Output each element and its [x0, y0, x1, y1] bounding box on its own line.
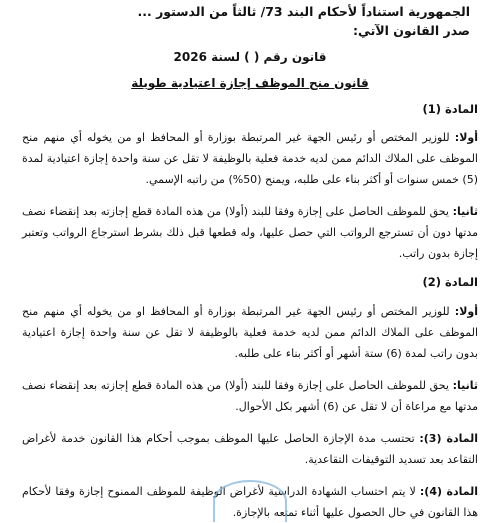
article-2-heading: المادة (2) [422, 275, 478, 290]
article-4-heading: المادة (4): [419, 484, 479, 498]
law-number: قانون رقم ( ) لسنة 2026 [173, 49, 327, 64]
article-3 [22, 428, 478, 470]
article-1-clause-2 [22, 201, 478, 264]
article-2-clause-2 [22, 375, 478, 417]
article-2-clause-1 [22, 301, 478, 364]
clause-text: يحق للموظف الحاصل على إجازة وفقا للبند (أولا) من هذه المادة قطع إجازته بعد إنقضاء نصف مدتها مع مراعاة أن لا تقل عن (6) أشهر بكل الأحوال. [22, 378, 478, 413]
clause-label: أولا: [454, 131, 478, 145]
clause-text: للوزير المختص أو رئيس الجهة غير المرتبطة بوزارة أو المحافظ او من يخوله أي منهم منح الموظف على الملاك الدائم ممن لديه خدمة فعلية بالوظيفة لا تقل عن سنة واحدة إجازة اعتيادية لمدة (5) خمس سنوات أو أكثر بناء على طلبه، ويمنح (50%) من راتبه الإسمي. [22, 131, 478, 187]
clause-text: للوزير المختص أو رئيس الجهة غير المرتبطة بوزارة أو المحافظ او من يخوله أي منهم منح الموظف على الملاك الدائم ممن لديه خدمة فعلية بالوظيفة لا تقل عن سنة واحدة إجازة اعتيادية بدون راتب لمدة (6) ستة أشهر أو أكثر بناء على طلبه. [22, 304, 478, 360]
clause-label: أولا: [454, 304, 478, 318]
header-line-2: صدر القانون الآتي: [353, 22, 470, 38]
article-3-heading: المادة (3): [419, 431, 478, 445]
law-name: قانون منح الموظف إجازة اعتيادية طويلة [131, 75, 369, 90]
clause-label: ثانيا: [452, 205, 478, 219]
header-line-1: الجمهورية استناداً لأحكام البند 73/ ثالثاً من الدستور ... [137, 4, 470, 19]
clause-text: لا يتم احتساب الشهادة الدراسية لأغراض الوظيفة للموظف الممنوح إجازة وفقا لأحكام هذا القانون في حال الحصول عليها أثناء تمتعه بالإجازة. [22, 484, 478, 519]
clause-text: يحق للموظف الحاصل على إجازة وفقا للبند (أولا) من هذه المادة قطع إجازته بعد إنقضاء نصف مدتها دون أن تسترجع الرواتب التي حصل عليها، وله قطعها قبل ذلك بشرط استرجاع الرواتب وتعتبر إجازة بدون راتب. [22, 205, 478, 261]
official-seal-icon [213, 480, 287, 522]
article-1-heading: المادة (1) [422, 101, 478, 116]
clause-text: تحتسب مدة الإجازة الحاصل عليها الموظف بموجب أحكام هذا القانون خدمة لأغراض التقاعد بعد تسديد التوقيفات التقاعدية. [22, 431, 478, 466]
article-1-clause-1 [22, 127, 478, 190]
clause-label: ثانيا: [452, 378, 478, 392]
